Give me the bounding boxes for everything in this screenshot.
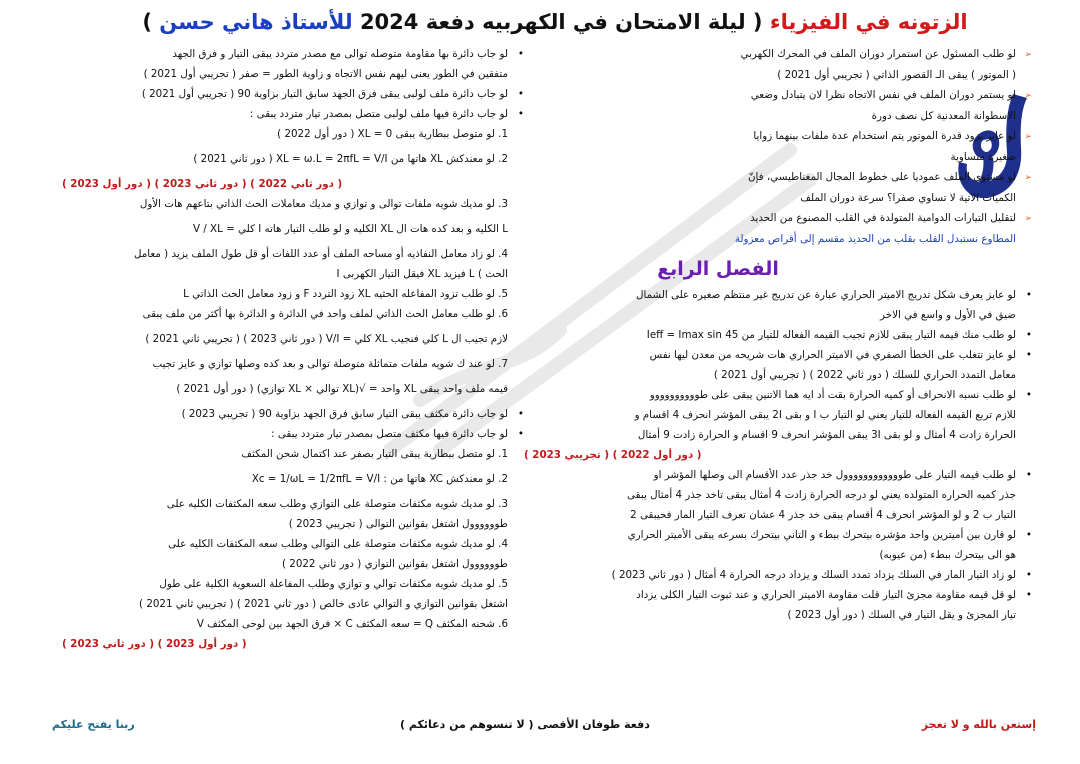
list-item: • لو طلب قيمه التيار على طوووووووووووول خد جذر عدد الأقسام الى وصلها المؤشر او — [524, 465, 1032, 485]
left-column — [62, 44, 524, 654]
list-item-continuation: صغيرة متساوية — [950, 151, 1016, 163]
list-item-continuation: جذر كميه الحراره المتولده يعني لو درجه الحرارة زادت 4 أمثال يبقى تاخد جذر 4 أمثال يبقى — [627, 489, 1016, 501]
numbered-item-continuation: الحث ) L فيزيد XL فيقل التيار الكهربى I — [336, 268, 508, 280]
numbered-item: 3. لو مديك شويه مكثفات متوصلة على التوازي وطلب سعه المكثفات الكليه على — [166, 498, 508, 510]
exam-reference: ( دور أول 2022 ) ( تجريبي 2023 ) — [524, 449, 702, 461]
numbered-item: 2. لو معندكش XC هاتها من : Xc = 1/ωL = 1/2πfL = V/I — [251, 473, 508, 485]
numbered-item: 4. لو مديك شويه مكثفات متوصلة على التوالى وطلب سعه المكثفات الكليه على — [168, 538, 508, 550]
numbered-item: 4. لو زاد معامل النفاذيه أو مساحه الملف أو عدد اللفات أو قل طول الملف يزيد ( معامل — [133, 248, 508, 260]
numbered-item: 2. لو معندكش XL هاتها من XL = ω.L = 2πfL = V/I ( دور ثاني 2021 ) — [193, 153, 508, 165]
list-item-continuation: متفقين في الطور يعنى ليهم نفس الاتجاه و زاوية الطور = صفر ( تجريبي أول 2021 ) — [143, 68, 508, 80]
title-part-3: للأستاذ هاني حسن — [159, 10, 353, 34]
exam-reference: ( دور أول 2023 ) ( دور ثاني 2023 ) — [62, 638, 247, 650]
list-item: • لو جاب دائرة ملف لولبى يبقى فرق الجهد سابق التيار بزاوية 90 ( تجريبي أول 2021 ) — [62, 84, 524, 104]
numbered-item-continuation: طوووووول اشتغل بقوانين التوالى ( تجريبي 2023 ) — [288, 518, 508, 530]
list-item-continuation: الحرارة زادت 4 أمثال و لو بقى 3I يبقى المؤشر انحرف 9 اقسام و الحرارة زادت 9 أمثال — [637, 429, 1016, 441]
list-item: • لو جاب دائرة فيها مكثف متصل بمصدر تيار متردد يبقى : — [62, 424, 524, 444]
list-item: ➢ لو عايز يزود قدرة الموتور يتم استخدام عدة ملفات بينهما زوايا — [524, 126, 1032, 147]
footer-left: ربنا يفتح عليكم — [52, 718, 135, 731]
list-item: ➢ لو مستوى الملف عموديا على خطوط المجال المغناطيسي، فإنّ — [524, 167, 1032, 188]
list-item-continuation: الاسطوانة المعدنية كل نصف دورة — [871, 110, 1016, 122]
list-item-continuation: هو الى بيتحرك ببطء (من عيوبه) — [879, 549, 1016, 561]
list-item-continuation: الكميات الاتية لا تساوي صفرا؟ سرعة دوران الملف — [800, 192, 1016, 204]
page-title — [60, 10, 1050, 34]
list-item: • لو جاب دائرة بها مقاومة متوصله توالى مع مصدر متردد يبقى التيار و فرق الجهد — [62, 44, 524, 64]
right-column — [524, 44, 1032, 625]
numbered-item-continuation: طوووووول اشتغل بقوانين التوازي ( دور ثاني 2022 ) — [281, 558, 508, 570]
list-item-continuation: ( الموتور ) يبقى الـ القصور الذاتي ( تجريبي أول 2021 ) — [777, 69, 1016, 81]
list-item: • لو طلب منك قيمه التيار يبقى للازم تجيب القيمه الفعاله للتيار من 45 Ieff = Imax sin — [524, 325, 1032, 345]
footer-right: إستعن بالله و لا تعجز — [921, 718, 1036, 731]
numbered-item: 5. لو طلب تزود المفاعله الحثيه XL زود التردد F و زود معامل الحث الذاتي L — [183, 288, 508, 300]
list-item-continuation: معامل التمدد الحراري للسلك ( دور ثاني 2022 ) ( تجريبي أول 2021 ) — [713, 369, 1016, 381]
list-item: • لو عايز يعرف شكل تدريج الاميتر الحراري عبارة عن تدريج غير منتظم صغيره على الشمال — [524, 285, 1032, 305]
list-item: • لو جاب دائرة مكثف يبقى التيار سابق فرق الجهد بزاوية 90 ( تجريبي 2023 ) — [62, 404, 524, 424]
list-item-continuation: ضيق في الأول و واسع في الاخر — [880, 309, 1016, 321]
title-part-4: ) — [142, 10, 152, 34]
list-item: • لو عايز تتغلب على الخطأ الصفري في الاميتر الحراري هات شريحه من معدن ليها نفس — [524, 345, 1032, 365]
list-item: • لو قل قيمه مقاومة مجزئ التيار قلت مقاومة الاميتر الحراري و عند ثبوت التيار الكلى يزداد — [524, 585, 1032, 605]
numbered-item: 7. لو عند ك شويه ملفات متماثلة متوصلة توالى و بعد كده وصلها توازي و عايز تجيب — [152, 358, 508, 370]
list-item-continuation: المطاوع نستبدل القلب بقلب من الحديد مقسم إلى أقراص معزولة — [734, 233, 1016, 245]
numbered-item: 6. لو طلب معامل الحث الذاتي لملف واحد في الدائرة و الدائرة بها أكثر من ملف يبقى — [142, 308, 508, 320]
list-item-continuation: التيار ب 2 و لو المؤشر انحرف 4 أقسام يبقى خد جذر 4 عشان تعرف التيار المار فحيبقى 2 — [630, 509, 1016, 521]
numbered-item-continuation: لازم تجيب ال L كلي فنجيب XL كلي = V/I ( دور ثاني 2023 ) ( تجريبي ثاني 2021 ) — [145, 333, 508, 345]
numbered-item: 3. لو مديك شويه ملفات توالى و توازي و مديك معاملات الحث الذاتي بتاعهم هات الأول — [139, 198, 508, 210]
numbered-item-continuation: قيمه ملف واحد يبقى XL واحد = √(XL توالي × XL توازي) ( دور أول 2021 ) — [176, 383, 508, 395]
exam-reference: ( دور ثاني 2022 ) ( دور ثاني 2023 ) ( دور أول 2023 ) — [62, 178, 343, 190]
title-part-2: ( ليلة الامتحان في الكهربيه دفعة 2024 — [359, 10, 763, 34]
list-item: • لو زاد التيار المار في السلك يزداد تمدد السلك و يزداد درجه الحرارة 4 أمثال ( دور ثاني 2023 ) — [524, 565, 1032, 585]
list-item: • لو طلب نسبه الانحراف أو كميه الحرارة بقت أد ايه هما الاتنين يبقى على طوووووووووو — [524, 385, 1032, 405]
title-part-1: الزتونه في الفيزياء — [769, 10, 968, 34]
list-item: ➢ لو يستمر دوران الملف في نفس الاتجاه نظرا لان يتبادل وضعي — [524, 85, 1032, 106]
numbered-item: 5. لو مديك شويه مكثفات توالي و توازي وطلب المفاعلة السعوية الكلية على طول — [159, 578, 508, 590]
list-item-continuation: للازم تربع القيمه الفعاله للتيار يعني لو التيار ب I و بقى 2I يبقى المؤشر انحرف 4 اقسام و — [634, 409, 1016, 421]
list-item: • لو قارن بين أميترين واحد مؤشره بيتحرك ببطء و التاني بيتحرك بسرعه يبقى الأميتر الحراري — [524, 525, 1032, 545]
footer-middle: دفعة طوفان الأقصى ( لا تنسوهم من دعائكم ) — [400, 718, 650, 731]
list-item: ➢ لتقليل التيارات الدوامية المتولدة في القلب المصنوع من الحديد — [524, 208, 1032, 229]
list-item: ➢ لو طلب المسئول عن استمرار دوران الملف في المحرك الكهربي — [524, 44, 1032, 65]
list-item: • لو جاب دائرة فيها ملف لولبى متصل بمصدر تيار متردد يبقى : — [62, 104, 524, 124]
numbered-item: 6. شحنه المكثف Q = سعه المكثف C × فرق الجهد بين لوحى المكثف V — [196, 618, 508, 630]
numbered-item-continuation: L الكليه و بعد كده هات ال XL الكليه و لو طلب التيار هاته I كلي = V / XL — [192, 223, 508, 235]
numbered-item: 1. لو متصل ببطارية يبقى التيار بصفر عند اكتمال شحن المكثف — [241, 448, 508, 460]
numbered-item: 1. لو متوصل ببطارية يبقى XL = 0 ( دور أول 2022 ) — [277, 128, 508, 140]
list-item-continuation: تيار المجزئ و يقل التيار في السلك ( دور أول 2023 ) — [787, 609, 1016, 621]
chapter-title: الفصل الرابع — [657, 258, 779, 280]
numbered-item-continuation: اشتغل بقوانين التوازي و التوالي عادى خالص ( دور ثاني 2021 ) ( تجريبي ثاني 2021 ) — [139, 598, 508, 610]
